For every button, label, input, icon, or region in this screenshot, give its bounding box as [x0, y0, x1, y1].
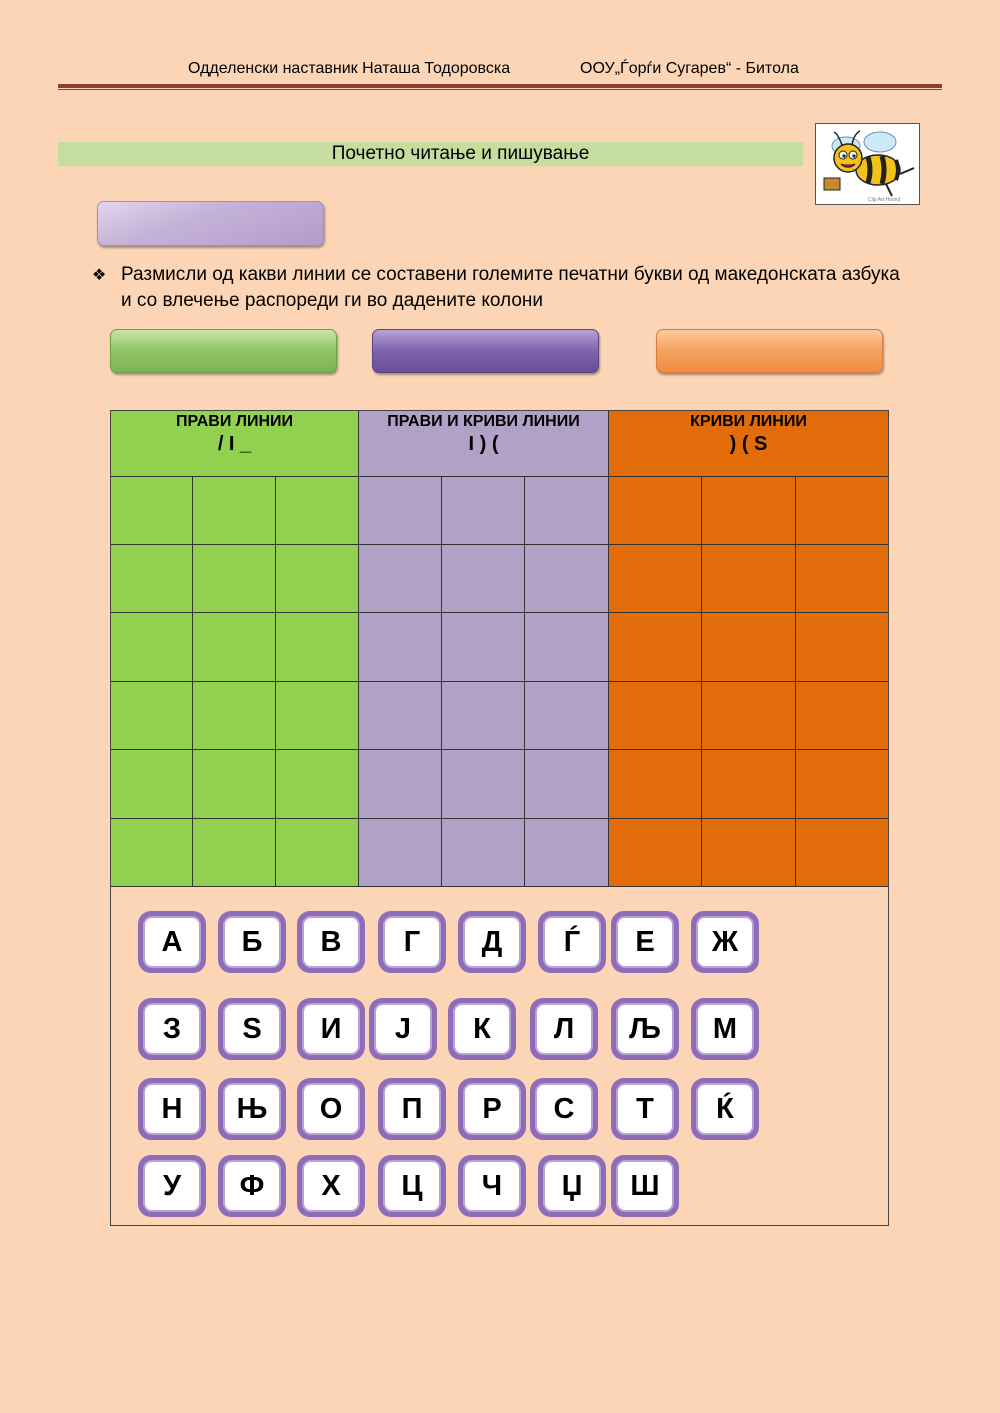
letter-tile[interactable]: [458, 1155, 526, 1217]
letter-label: Б: [223, 916, 281, 968]
drop-zone-cell[interactable]: [702, 545, 796, 613]
letter-tile[interactable]: [530, 998, 598, 1060]
drop-zone-cell[interactable]: [276, 682, 359, 750]
drop-zone-cell[interactable]: [276, 477, 359, 545]
letter-tile[interactable]: [611, 1078, 679, 1140]
subject-title: Почетно читање и пишување: [331, 143, 590, 164]
letter-label: З: [143, 1003, 201, 1055]
letter-label: М: [696, 1003, 754, 1055]
letter-tile[interactable]: [138, 998, 206, 1060]
drop-zone-cell[interactable]: [609, 613, 702, 682]
letter-label: Џ: [543, 1160, 601, 1212]
column-header-mixed: [359, 411, 609, 477]
drop-zone-cell[interactable]: [359, 750, 442, 819]
drop-zone-cell[interactable]: [111, 819, 193, 887]
letter-label: Р: [463, 1083, 521, 1135]
drop-zone-cell[interactable]: [359, 819, 442, 887]
category-mixed-button[interactable]: [372, 329, 599, 373]
drop-zone-cell[interactable]: [193, 819, 276, 887]
letter-label: Т: [616, 1083, 674, 1135]
drop-zone-cell[interactable]: [702, 750, 796, 819]
letter-tile[interactable]: [538, 911, 606, 973]
image-caption: Clip Art Hound: [868, 197, 901, 203]
column-symbols: ) ( S: [729, 433, 768, 455]
drop-zone-cell[interactable]: [276, 819, 359, 887]
instruction-text: Размисли од какви линии се составени големите печатни букви од македонската азбука и со влечење распореди ги во дадените колони: [121, 264, 900, 311]
drop-zone-cell[interactable]: [525, 477, 609, 545]
drop-zone-cell[interactable]: [111, 613, 193, 682]
bee-illustration: [815, 123, 920, 205]
letter-tile[interactable]: [378, 1155, 446, 1217]
letter-tile[interactable]: [218, 1155, 286, 1217]
drop-zone-cell[interactable]: [525, 545, 609, 613]
letter-tile[interactable]: [691, 911, 759, 973]
drop-zone-cell[interactable]: [193, 545, 276, 613]
drop-zone-cell[interactable]: [702, 477, 796, 545]
drop-zone-cell[interactable]: [359, 682, 442, 750]
letter-tile[interactable]: [691, 1078, 759, 1140]
drop-zone-cell[interactable]: [359, 477, 442, 545]
letter-tile[interactable]: [530, 1078, 598, 1140]
drop-zone-cell[interactable]: [193, 682, 276, 750]
drop-zone-cell[interactable]: [111, 545, 193, 613]
letter-label: Д: [463, 916, 521, 968]
letter-tile[interactable]: [297, 1078, 365, 1140]
letter-label: Ч: [463, 1160, 521, 1212]
letter-tile[interactable]: [297, 998, 365, 1060]
letter-tile[interactable]: [538, 1155, 606, 1217]
letter-label: Л: [535, 1003, 593, 1055]
letter-label: О: [302, 1083, 360, 1135]
drop-zone-cell[interactable]: [525, 750, 609, 819]
drop-zone-cell[interactable]: [796, 545, 888, 613]
letter-label: Њ: [223, 1083, 281, 1135]
drop-zone-cell[interactable]: [359, 613, 442, 682]
column-title: ПРАВИ ЛИНИИ: [175, 413, 294, 430]
drop-zone-cell[interactable]: [525, 682, 609, 750]
drop-zone-cell[interactable]: [609, 819, 702, 887]
column-symbols: / I _: [217, 433, 252, 455]
letter-label: Е: [616, 916, 674, 968]
letter-tile[interactable]: [378, 1078, 446, 1140]
letter-label: Н: [143, 1083, 201, 1135]
category-curved-button[interactable]: [656, 329, 883, 373]
drop-zone-cell[interactable]: [609, 750, 702, 819]
drop-zone-cell[interactable]: [111, 682, 193, 750]
drop-zone-cell[interactable]: [193, 750, 276, 819]
letter-tile[interactable]: [611, 911, 679, 973]
letter-label: Ж: [696, 916, 754, 968]
header-rule-thin: [58, 89, 942, 90]
letter-label: С: [535, 1083, 593, 1135]
letter-tile[interactable]: [138, 1078, 206, 1140]
column-title: ПРАВИ И КРИВИ ЛИНИИ: [387, 413, 580, 430]
letter-tile[interactable]: [218, 1078, 286, 1140]
letter-label: Ш: [616, 1160, 674, 1212]
drop-zone-cell[interactable]: [796, 613, 888, 682]
bullet-icon: ❖: [92, 267, 107, 284]
letter-label: Љ: [616, 1003, 674, 1055]
drop-zone-cell[interactable]: [442, 750, 525, 819]
letter-label: Ц: [383, 1160, 441, 1212]
drop-zone-cell[interactable]: [796, 477, 888, 545]
drop-zone-cell[interactable]: [609, 682, 702, 750]
letter-label: Г: [383, 916, 441, 968]
category-straight-button[interactable]: [110, 329, 337, 373]
letter-tile[interactable]: [691, 998, 759, 1060]
drop-zone-cell[interactable]: [702, 819, 796, 887]
letter-tile[interactable]: [611, 998, 679, 1060]
drop-zone-cell[interactable]: [609, 545, 702, 613]
subject-banner: [58, 142, 803, 166]
letter-label: В: [302, 916, 360, 968]
drop-zone-cell[interactable]: [276, 545, 359, 613]
letter-label: Ф: [223, 1160, 281, 1212]
letter-tile[interactable]: [218, 998, 286, 1060]
drop-zone-cell[interactable]: [702, 613, 796, 682]
letter-tile[interactable]: [138, 911, 206, 973]
letter-label: Ќ: [696, 1083, 754, 1135]
letter-label: К: [453, 1003, 511, 1055]
drop-zone-cell[interactable]: [796, 750, 888, 819]
column-title: КРИВИ ЛИНИИ: [690, 413, 807, 430]
letter-label: У: [143, 1160, 201, 1212]
drop-zone-cell[interactable]: [442, 477, 525, 545]
column-symbols: I ) (: [468, 433, 499, 455]
letter-tile[interactable]: [218, 911, 286, 973]
teacher-name: Одделенски наставник Наташа Тодоровска: [188, 60, 511, 77]
letter-label: Х: [302, 1160, 360, 1212]
drop-zone-cell[interactable]: [525, 819, 609, 887]
column-header-curved: [609, 411, 888, 477]
letter-label: Ѓ: [543, 916, 601, 968]
letter-tile[interactable]: [138, 1155, 206, 1217]
drop-zone-cell[interactable]: [359, 545, 442, 613]
sorting-table: [110, 410, 889, 1226]
drop-zone-cell[interactable]: [525, 613, 609, 682]
letter-tile[interactable]: [297, 911, 365, 973]
drop-zone-cell[interactable]: [442, 819, 525, 887]
drop-zone-cell[interactable]: [276, 750, 359, 819]
letter-tile[interactable]: [378, 911, 446, 973]
letter-tile[interactable]: [458, 911, 526, 973]
letter-label: П: [383, 1083, 441, 1135]
drop-zone-cell[interactable]: [276, 613, 359, 682]
drop-zone-cell[interactable]: [193, 613, 276, 682]
letter-label: Ѕ: [223, 1003, 281, 1055]
letter-label: И: [302, 1003, 360, 1055]
drop-zone-cell[interactable]: [193, 477, 276, 545]
drop-zone-cell[interactable]: [442, 682, 525, 750]
letter-tile[interactable]: [297, 1155, 365, 1217]
letter-label: А: [143, 916, 201, 968]
drop-zone-cell[interactable]: [442, 545, 525, 613]
letter-tile[interactable]: [448, 998, 516, 1060]
drop-zone-cell[interactable]: [111, 477, 193, 545]
drop-zone-cell[interactable]: [609, 477, 702, 545]
header-rule: [58, 84, 942, 88]
letter-tile[interactable]: [458, 1078, 526, 1140]
school-name: ООУ„Ѓорѓи Сугарев“ - Битола: [580, 60, 799, 77]
drop-zone-cell[interactable]: [702, 682, 796, 750]
letter-tile[interactable]: [611, 1155, 679, 1217]
drop-zone-cell[interactable]: [796, 819, 888, 887]
letter-tile[interactable]: [369, 998, 437, 1060]
drop-zone-cell[interactable]: [111, 750, 193, 819]
drop-zone-cell[interactable]: [442, 613, 525, 682]
column-header-straight: [111, 411, 359, 477]
answer-button[interactable]: [97, 201, 324, 246]
letter-label: Ј: [374, 1003, 432, 1055]
drop-zone-cell[interactable]: [796, 682, 888, 750]
